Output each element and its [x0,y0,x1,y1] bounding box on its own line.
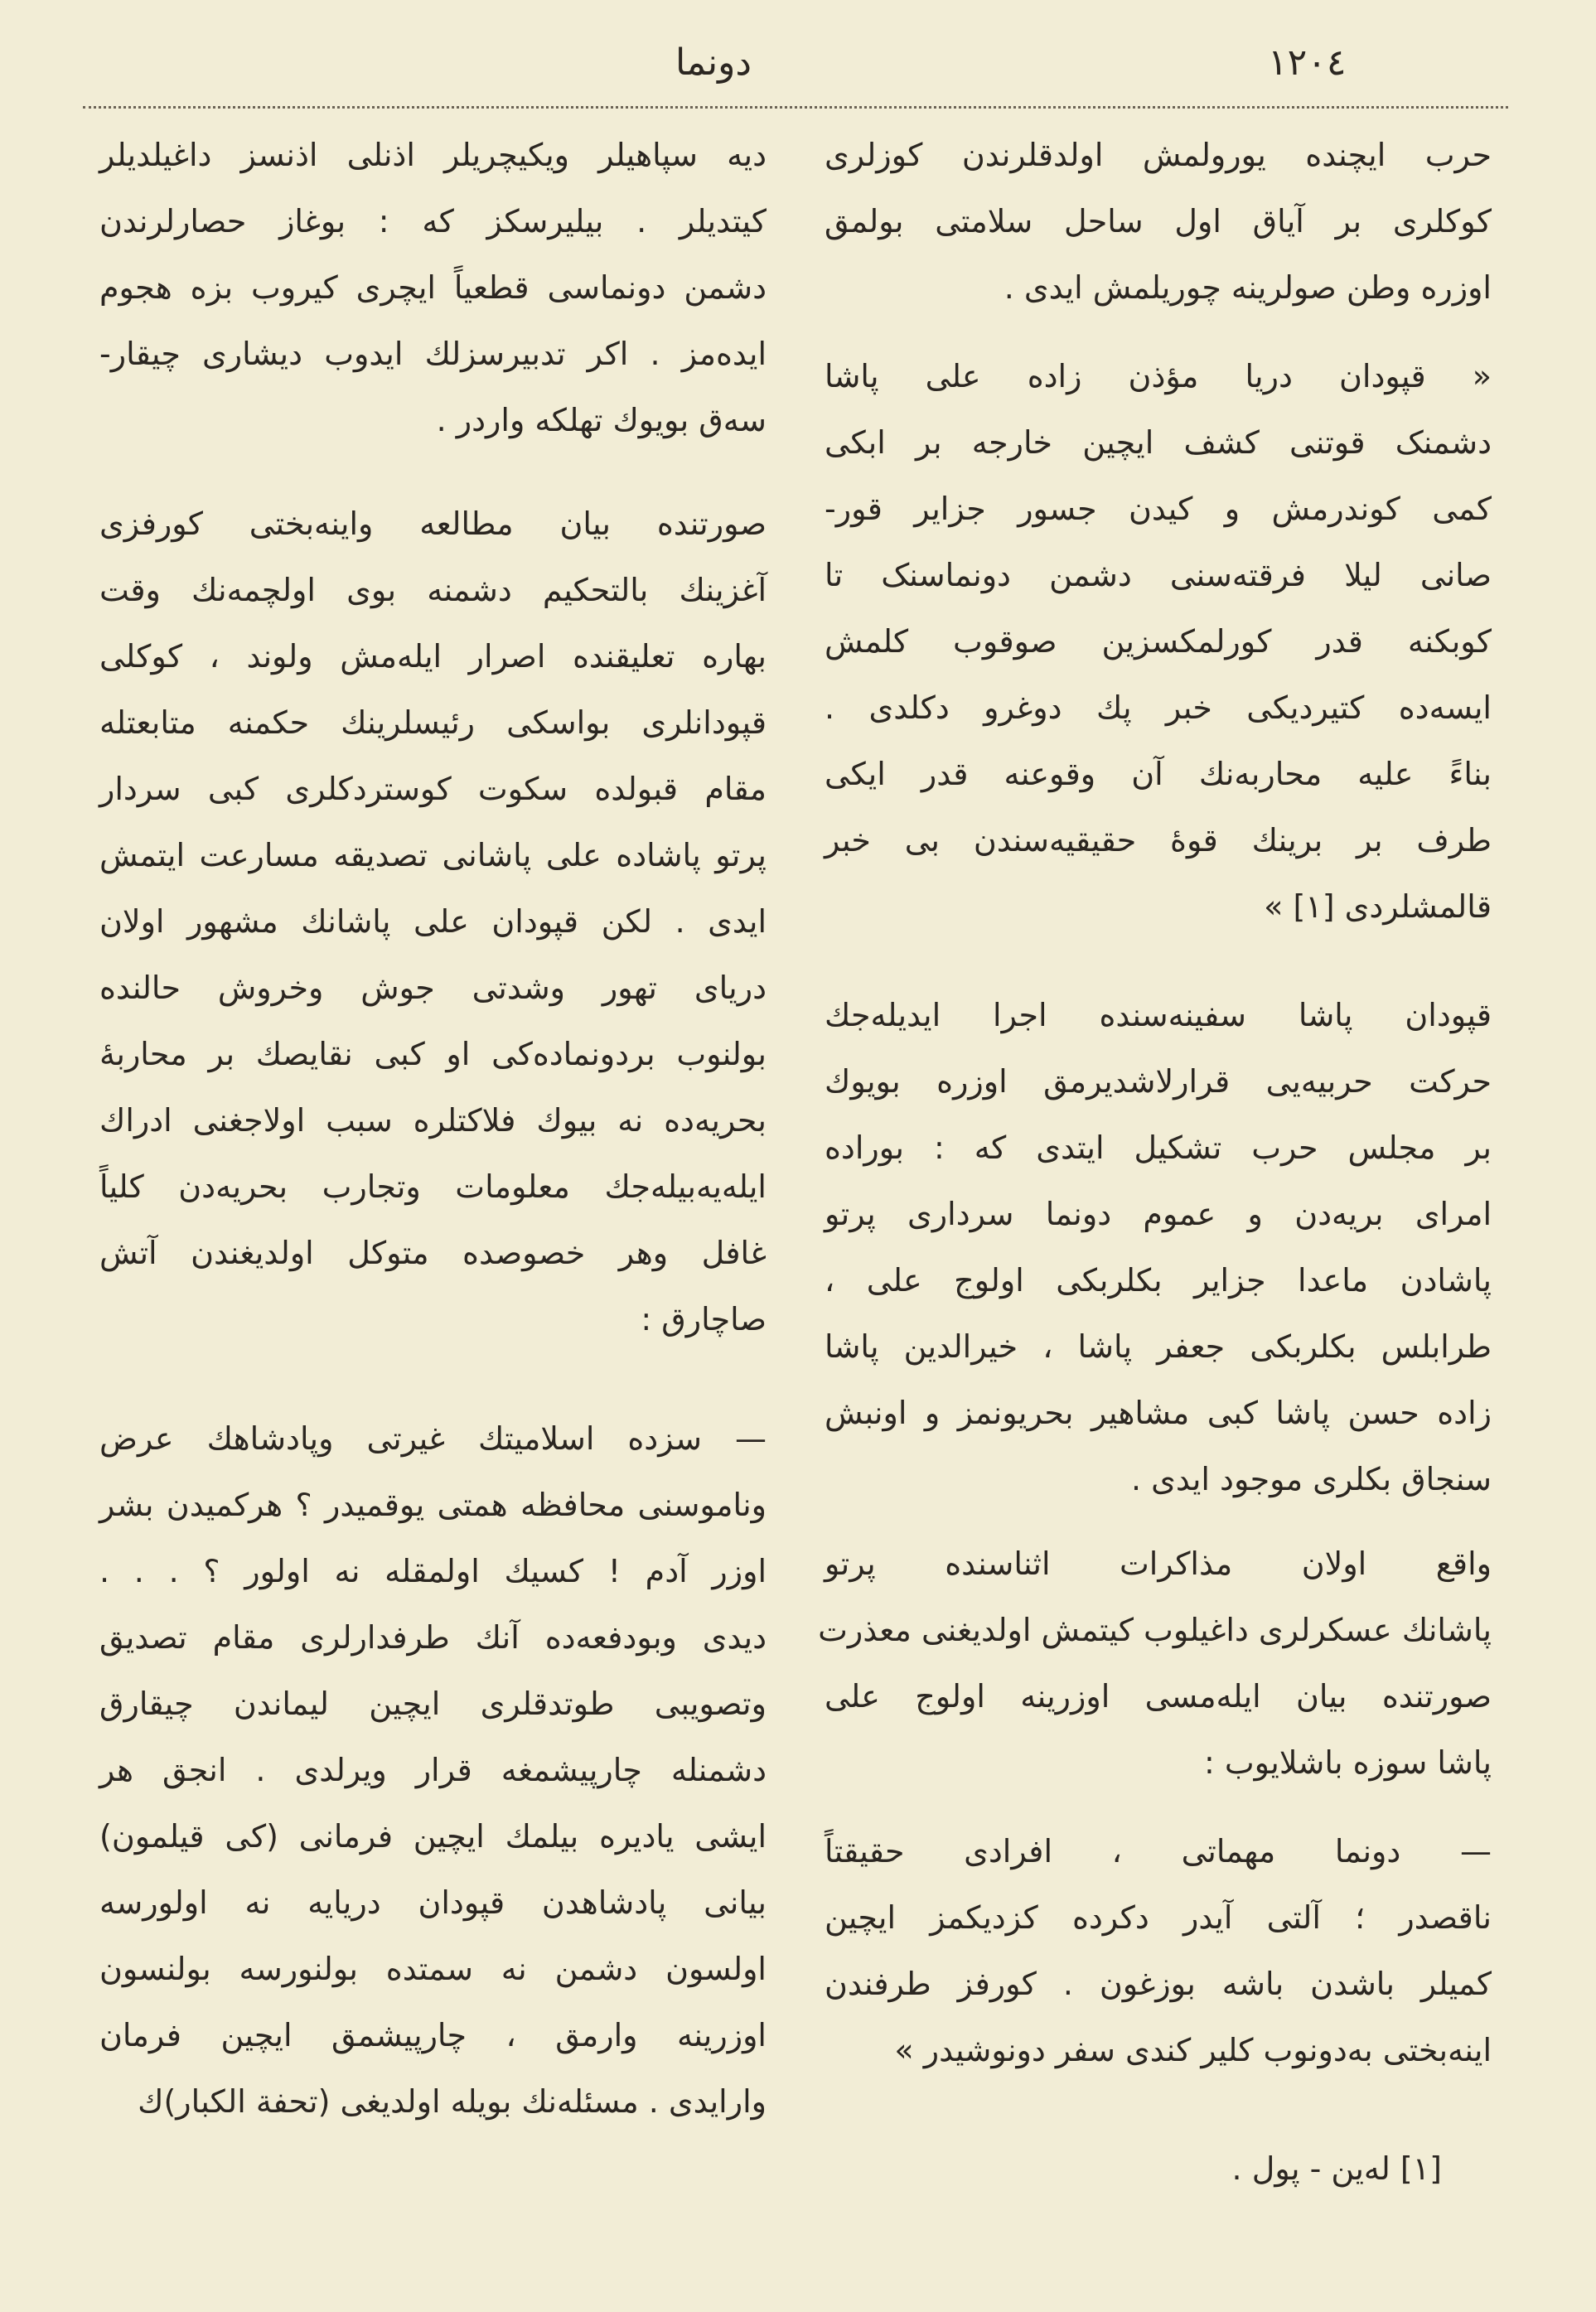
paragraph [825,1818,1492,2083]
paragraph [825,122,1492,321]
paragraph [818,1531,1492,1796]
text-line: امرای بریەدن و عموم دونما سرداری پرتو [825,1196,1492,1232]
text-line: زاده حسن پاشا کبی مشاهیر بحریونمز و اونبش [825,1395,1492,1431]
text-line: دیدی وبودفعەده آنك طرفدارلری مقام تصدیق [99,1619,767,1656]
text-line: اوزره وطن صولرینه چوریلمش ایدی . [1004,269,1492,306]
text-line: پاشادن ماعدا جزایر بکلربکی اولوج علی ، [825,1262,1492,1299]
text-line: بولنوب بردونمادەکی او کبی نقایصك بر محاربۀ [99,1036,767,1072]
text-line: وارایدی . مسئلەنك بویله اولدیغی (تحفة الکبار)ك [138,2083,767,2120]
text-line: وتصویبی طوتدقلری ایچین لیماندن چیقارق [99,1686,767,1722]
text-line: اوزر آدم ! کسیك اولمقله نه اولور ؟ . . . [99,1553,767,1589]
text-line: واقع اولان مذاکرات اثناسنده پرتو [825,1545,1492,1582]
text-line: دیه سپاهیلر ویکیچریلر اذنلی اذنسز داغیلدیلر [99,137,767,173]
text-line: بهاره تعلیقنده اصرار ایلەمش ولوند ، کوکلی [99,638,767,675]
text-line: سنجاق بکلری موجود ایدی . [1131,1461,1492,1497]
text-line: — دونما مهماتی ، افرادی حقیقتاً [825,1833,1492,1869]
text-line: دشمنک قوتنی کشف ایچین خارجه بر ابکی [825,424,1492,461]
text-line: پرتو پاشاده علی پاشانی تصدیقه مسارعت ایتمش [99,837,767,873]
text-line: حرکت حربیەیی قرارلاشدیرمق اوزره بویوك [825,1063,1492,1100]
text-line: « قپودان دریا مؤذن زاده علی پاشا [825,358,1492,394]
header-dotted-rule [83,106,1508,109]
text-line: دریای تهور وشدتی جوش وخروش حالنده [99,970,767,1006]
text-line: بحریەده نه بیوك فلاکتلره سبب اولاجغنی ادراك [99,1102,767,1139]
text-line: صانی لیلا فرقتەسنی دشمن دونماسنک تا [825,557,1492,593]
text-line: بناءً علیه محاربەنك آن وقوعنه قدر ایکی [825,756,1492,792]
text-line: کیتدیلر . بیلیرسکز که : بوغاز حصارلرندن [99,203,767,239]
text-line: صورتنده بیان ایلەمسی اوزرینه اولوج علی [825,1678,1492,1715]
text-line: دشمن دونماسی قطعیاً ایچری کیروب بزه هجوم [99,269,767,306]
text-line: صورتنده بیان مطالعه واینەبختی کورفزی [99,505,767,542]
text-line: بیانی پادشاهدن قپودان دریایه نه اولورسه [99,1884,767,1921]
text-line: قپودانلری بواسکی رئیسلرینك حکمنه متابعتله [99,704,767,741]
text-line: پاشا سوزه باشلایوب : [1204,1744,1492,1781]
text-line: مقام قبولده سکوت کوستردکلری کبی سردار [99,771,767,807]
text-line: بر مجلس حرب تشکیل ایتدی که : بورادە [825,1129,1492,1166]
text-line: پاشانك عسکرلری داغیلوب کیتمش اولدیغنی معذرت [818,1612,1492,1648]
text-line: ناقصدر ؛ آلتی آیدر دکرده کزدیکمز ایچین [825,1899,1492,1936]
text-line: حرب ایچنده یورولمش اولدقلرندن کوزلری [825,137,1492,173]
paragraph [99,491,767,1352]
text-line: ایدەمز . اکر تدبیرسزلك ایدوب دیشاری چیقار- [99,336,767,372]
text-line: طرف بر برینك قوۀ حقیقیەسندن بی خبر [825,822,1492,859]
text-line: کوکلری بر آیاق اول ساحل سلامتی بولمق [825,203,1492,239]
running-title: دونما [675,41,752,84]
text-line: اوزرینه وارمق ، چارپیشمق ایچین فرمان [99,2017,767,2053]
text-line: صاچارق : [641,1301,767,1337]
text-line: ایلەیەبیلەجك معلومات وتجارب بحریەدن کلیاً [99,1168,767,1205]
text-line: دشمنله چارپیشمغه قرار ویرلدی . انجق هر [99,1752,767,1788]
text-line: قپودان پاشا سفینەسنده اجرا ایدیلەجك [825,997,1492,1033]
paragraph [825,343,1492,940]
paragraph [99,122,767,453]
text-line: آغزینك بالتحکیم دشمنه بوی اولچمەنك وقت [99,572,767,608]
text-line: ایدی . لکن قپودان علی پاشانك مشهور اولان [99,903,767,940]
text-line: ایشی یادیره بیلمك ایچین فرمانی (کی قیلمون) [99,1818,767,1855]
text-line: کمیلر باشدن باشه بوزغون . کورفز طرفندن [825,1966,1492,2002]
text-line: کوبکنه قدر کورلمکسزین صوقوب کلمش [825,623,1492,660]
text-line: قالمشلردی [۱] » [1264,888,1492,925]
paragraph [99,1405,767,2135]
text-line: اینەبختی بەدونوب کلیر کندی سفر دونوشیدر » [894,2032,1492,2068]
text-line: کمی کوندرمش و کیدن جسور جزایر قور- [825,491,1492,527]
text-line: ایسەده کتیردیکی خبر پك دوغرو دکلدی . [825,689,1492,726]
footnote: [۱] لەین - پول . [1231,2150,1442,2187]
text-line: وناموسنی محافظه همتی یوقمیدر ؟ هرکمیدن بشر [99,1487,767,1523]
text-line: — سزده اسلامیتك غیرتی وپادشاهك عرض [99,1420,767,1457]
page-number: ١٢٠٤ [1268,41,1347,84]
text-line: طرابلس بکلربکی جعفر پاشا ، خیرالدین پاشا [825,1328,1492,1365]
text-line: غافل وهر خصوصده متوکل اولدیغندن آتش [99,1235,767,1271]
text-line: سەق بویوك تهلکه واردر . [436,402,767,438]
text-line: اولسون دشمن نه سمتده بولنورسه بولنسون [99,1951,767,1987]
paragraph [825,982,1492,1512]
